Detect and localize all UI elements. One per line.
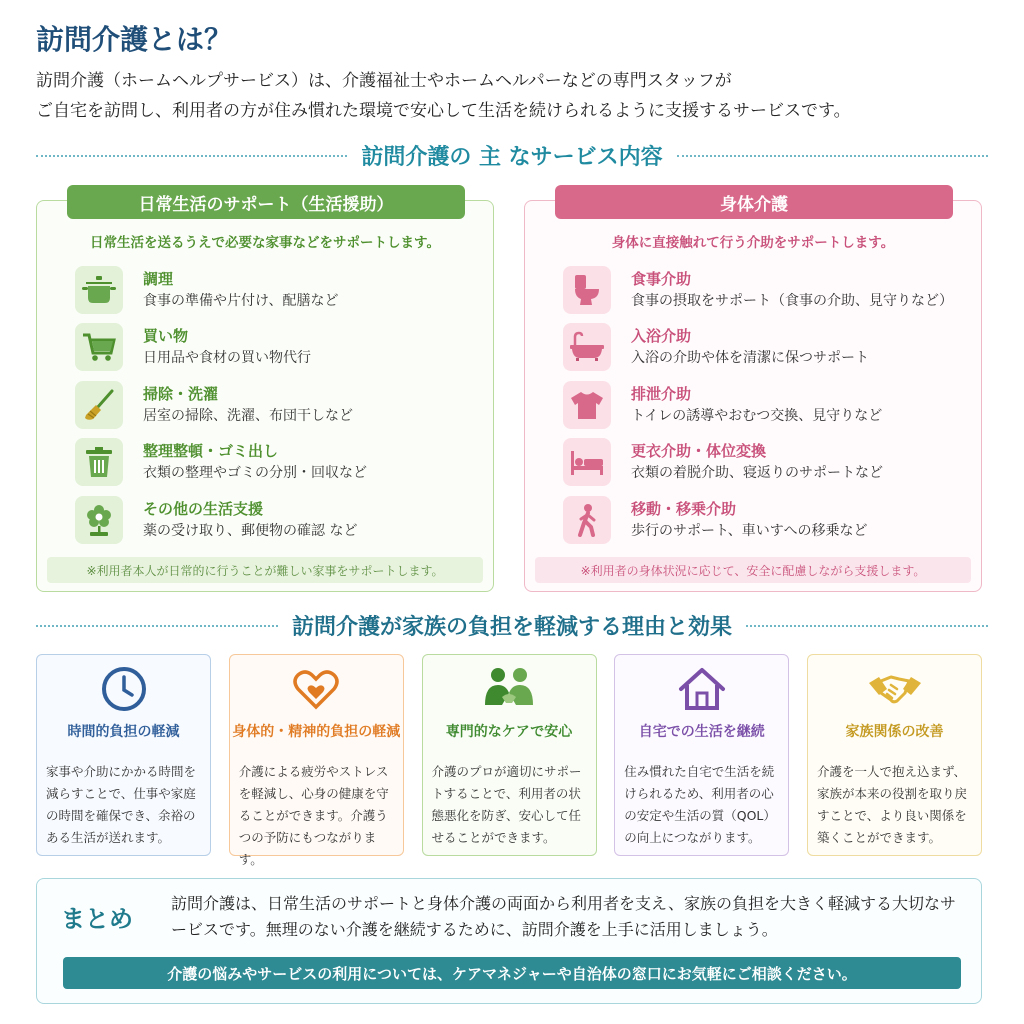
divider bbox=[746, 625, 988, 627]
service-name: 買い物 bbox=[143, 327, 189, 346]
physical-care-tab: 身体介護 bbox=[555, 185, 953, 219]
intro-line-1: 訪問介護（ホームヘルプサービス）は、介護福祉士やホームヘルパーなどの専門スタッフが bbox=[36, 71, 732, 91]
service-name: 整理整頓・ゴミ出し bbox=[143, 442, 279, 461]
benefit-text: 介護による疲労やストレスを軽減し、心身の健康を守ることができます。介護うつの予防にもつながります。 bbox=[238, 764, 389, 867]
intro-line-2: ご自宅を訪問し、利用者の方が住み慣れた環境で安心して生活を続けられるように支援するサービスです。 bbox=[36, 101, 851, 121]
caregivers-icon bbox=[482, 665, 536, 717]
trash-can-icon bbox=[75, 438, 123, 486]
flower-icon bbox=[75, 496, 123, 544]
divider bbox=[677, 155, 988, 157]
benefit-card bbox=[422, 654, 597, 856]
list-item bbox=[75, 491, 483, 549]
summary-label: まとめ bbox=[61, 905, 133, 933]
daily-support-tab: 日常生活のサポート（生活援助） bbox=[67, 185, 465, 219]
list-item bbox=[75, 261, 483, 319]
service-name: 移動・移乗介助 bbox=[631, 499, 737, 518]
handshake-icon bbox=[867, 665, 923, 717]
benefit-title: 自宅での生活を継続 bbox=[638, 724, 765, 740]
benefit-text: 家事や介助にかかる時間を減らすことで、仕事や家庭の時間を確保でき、余裕のある生活が送れます。 bbox=[46, 764, 197, 845]
daily-support-panel bbox=[36, 194, 494, 592]
list-item bbox=[75, 376, 483, 434]
service-name: 食事介助 bbox=[631, 269, 692, 288]
divider bbox=[36, 625, 278, 627]
service-name: その他の生活支援 bbox=[143, 499, 264, 518]
service-desc: 居室の掃除、洗濯、布団干しなど bbox=[143, 407, 353, 424]
list-item bbox=[75, 319, 483, 377]
cooking-pot-icon bbox=[75, 266, 123, 314]
physical-care-note: ※利用者の身体状況に応じて、安全に配慮しながら支援します。 bbox=[535, 557, 971, 583]
benefit-title: 時間的負担の軽減 bbox=[67, 724, 180, 740]
bathtub-icon bbox=[563, 323, 611, 371]
service-desc: 衣類の整理やゴミの分別・回収など bbox=[143, 465, 367, 482]
service-desc: 入浴の介助や体を清潔に保つサポート bbox=[631, 350, 869, 367]
list-item bbox=[563, 261, 971, 319]
benefit-title: 専門的なケアで安心 bbox=[445, 724, 573, 740]
intro-text bbox=[36, 66, 996, 126]
services-heading-text: 訪問介護の 主 なサービス内容 bbox=[361, 145, 663, 170]
benefit-text: 介護を一人で抱え込まず、家族が本来の役割を取り戻すことで、より良い関係を築くことができます。 bbox=[817, 764, 968, 845]
summary-box bbox=[36, 878, 982, 1004]
summary-text: 訪問介護は、日常生活のサポートと身体介護の両面から利用者を支え、家族の負担を大きく軽減する大切なサービスです。無理のない介護を継続するために、訪問介護を上手に活用しましょう。 bbox=[171, 894, 956, 939]
daily-support-subtitle: 日常生活を送るうえで必要な家事などをサポートします。 bbox=[90, 235, 440, 251]
services-section-heading bbox=[36, 140, 988, 171]
benefit-title: 身体的・精神的負担の軽減 bbox=[232, 724, 401, 740]
shopping-cart-icon bbox=[75, 323, 123, 371]
benefits-heading-text: 訪問介護が家族の負担を軽減する理由と効果 bbox=[292, 615, 733, 640]
heart-hands-icon bbox=[292, 665, 340, 717]
service-name: 排泄介助 bbox=[631, 384, 692, 403]
physical-care-panel bbox=[524, 194, 982, 592]
toilet-icon bbox=[563, 266, 611, 314]
daily-support-list bbox=[75, 261, 483, 549]
physical-care-subtitle: 身体に直接触れて行う介助をサポートします。 bbox=[611, 235, 895, 251]
list-item bbox=[563, 319, 971, 377]
broom-icon bbox=[75, 381, 123, 429]
service-desc: 薬の受け取り、郵便物の確認 など bbox=[143, 522, 358, 539]
benefit-card bbox=[36, 654, 211, 856]
benefit-text: 住み慣れた自宅で生活を続けられるため、利用者の心の安定や生活の質（QOL）の向上につながります。 bbox=[624, 764, 776, 845]
service-name: 入浴介助 bbox=[631, 327, 692, 346]
benefit-title: 家族関係の改善 bbox=[845, 724, 944, 740]
benefit-text: 介護のプロが適切にサポートすることで、利用者の状態悪化を防ぎ、安心して任せることができます。 bbox=[431, 764, 582, 845]
summary-cta-banner: 介護の悩みやサービスの利用については、ケアマネジャーや自治体の窓口にお気軽にご相談ください。 bbox=[63, 957, 961, 989]
walking-person-icon bbox=[563, 496, 611, 544]
benefits-section-heading bbox=[36, 610, 988, 641]
benefit-card bbox=[807, 654, 982, 856]
service-desc: 日用品や食材の買い物代行 bbox=[143, 350, 311, 367]
benefits-row bbox=[36, 654, 982, 867]
list-item bbox=[563, 434, 971, 492]
service-name: 調理 bbox=[143, 269, 174, 288]
service-desc: 食事の準備や片付け、配膳など bbox=[143, 292, 339, 309]
service-desc: トイレの誘導やおむつ交換、見守りなど bbox=[631, 407, 883, 424]
list-item bbox=[563, 376, 971, 434]
clock-icon bbox=[100, 665, 148, 717]
bed-icon bbox=[563, 438, 611, 486]
service-name: 掃除・洗濯 bbox=[143, 384, 219, 403]
benefit-card bbox=[614, 654, 789, 856]
physical-care-list bbox=[563, 261, 971, 549]
divider bbox=[36, 155, 347, 157]
service-name: 更衣介助・体位変換 bbox=[631, 442, 767, 461]
service-desc: 衣類の着脱介助、寝返りのサポートなど bbox=[631, 465, 883, 482]
daily-support-note: ※利用者本人が日常的に行うことが難しい家事をサポートします。 bbox=[47, 557, 483, 583]
shirt-icon bbox=[563, 381, 611, 429]
service-desc: 食事の摂取をサポート（食事の介助、見守りなど） bbox=[631, 292, 953, 309]
service-desc: 歩行のサポート、車いすへの移乗など bbox=[631, 522, 868, 539]
page-title: 訪問介護とは？ bbox=[36, 23, 233, 56]
list-item bbox=[563, 491, 971, 549]
list-item bbox=[75, 434, 483, 492]
benefit-card bbox=[229, 654, 404, 867]
house-icon bbox=[677, 665, 727, 717]
